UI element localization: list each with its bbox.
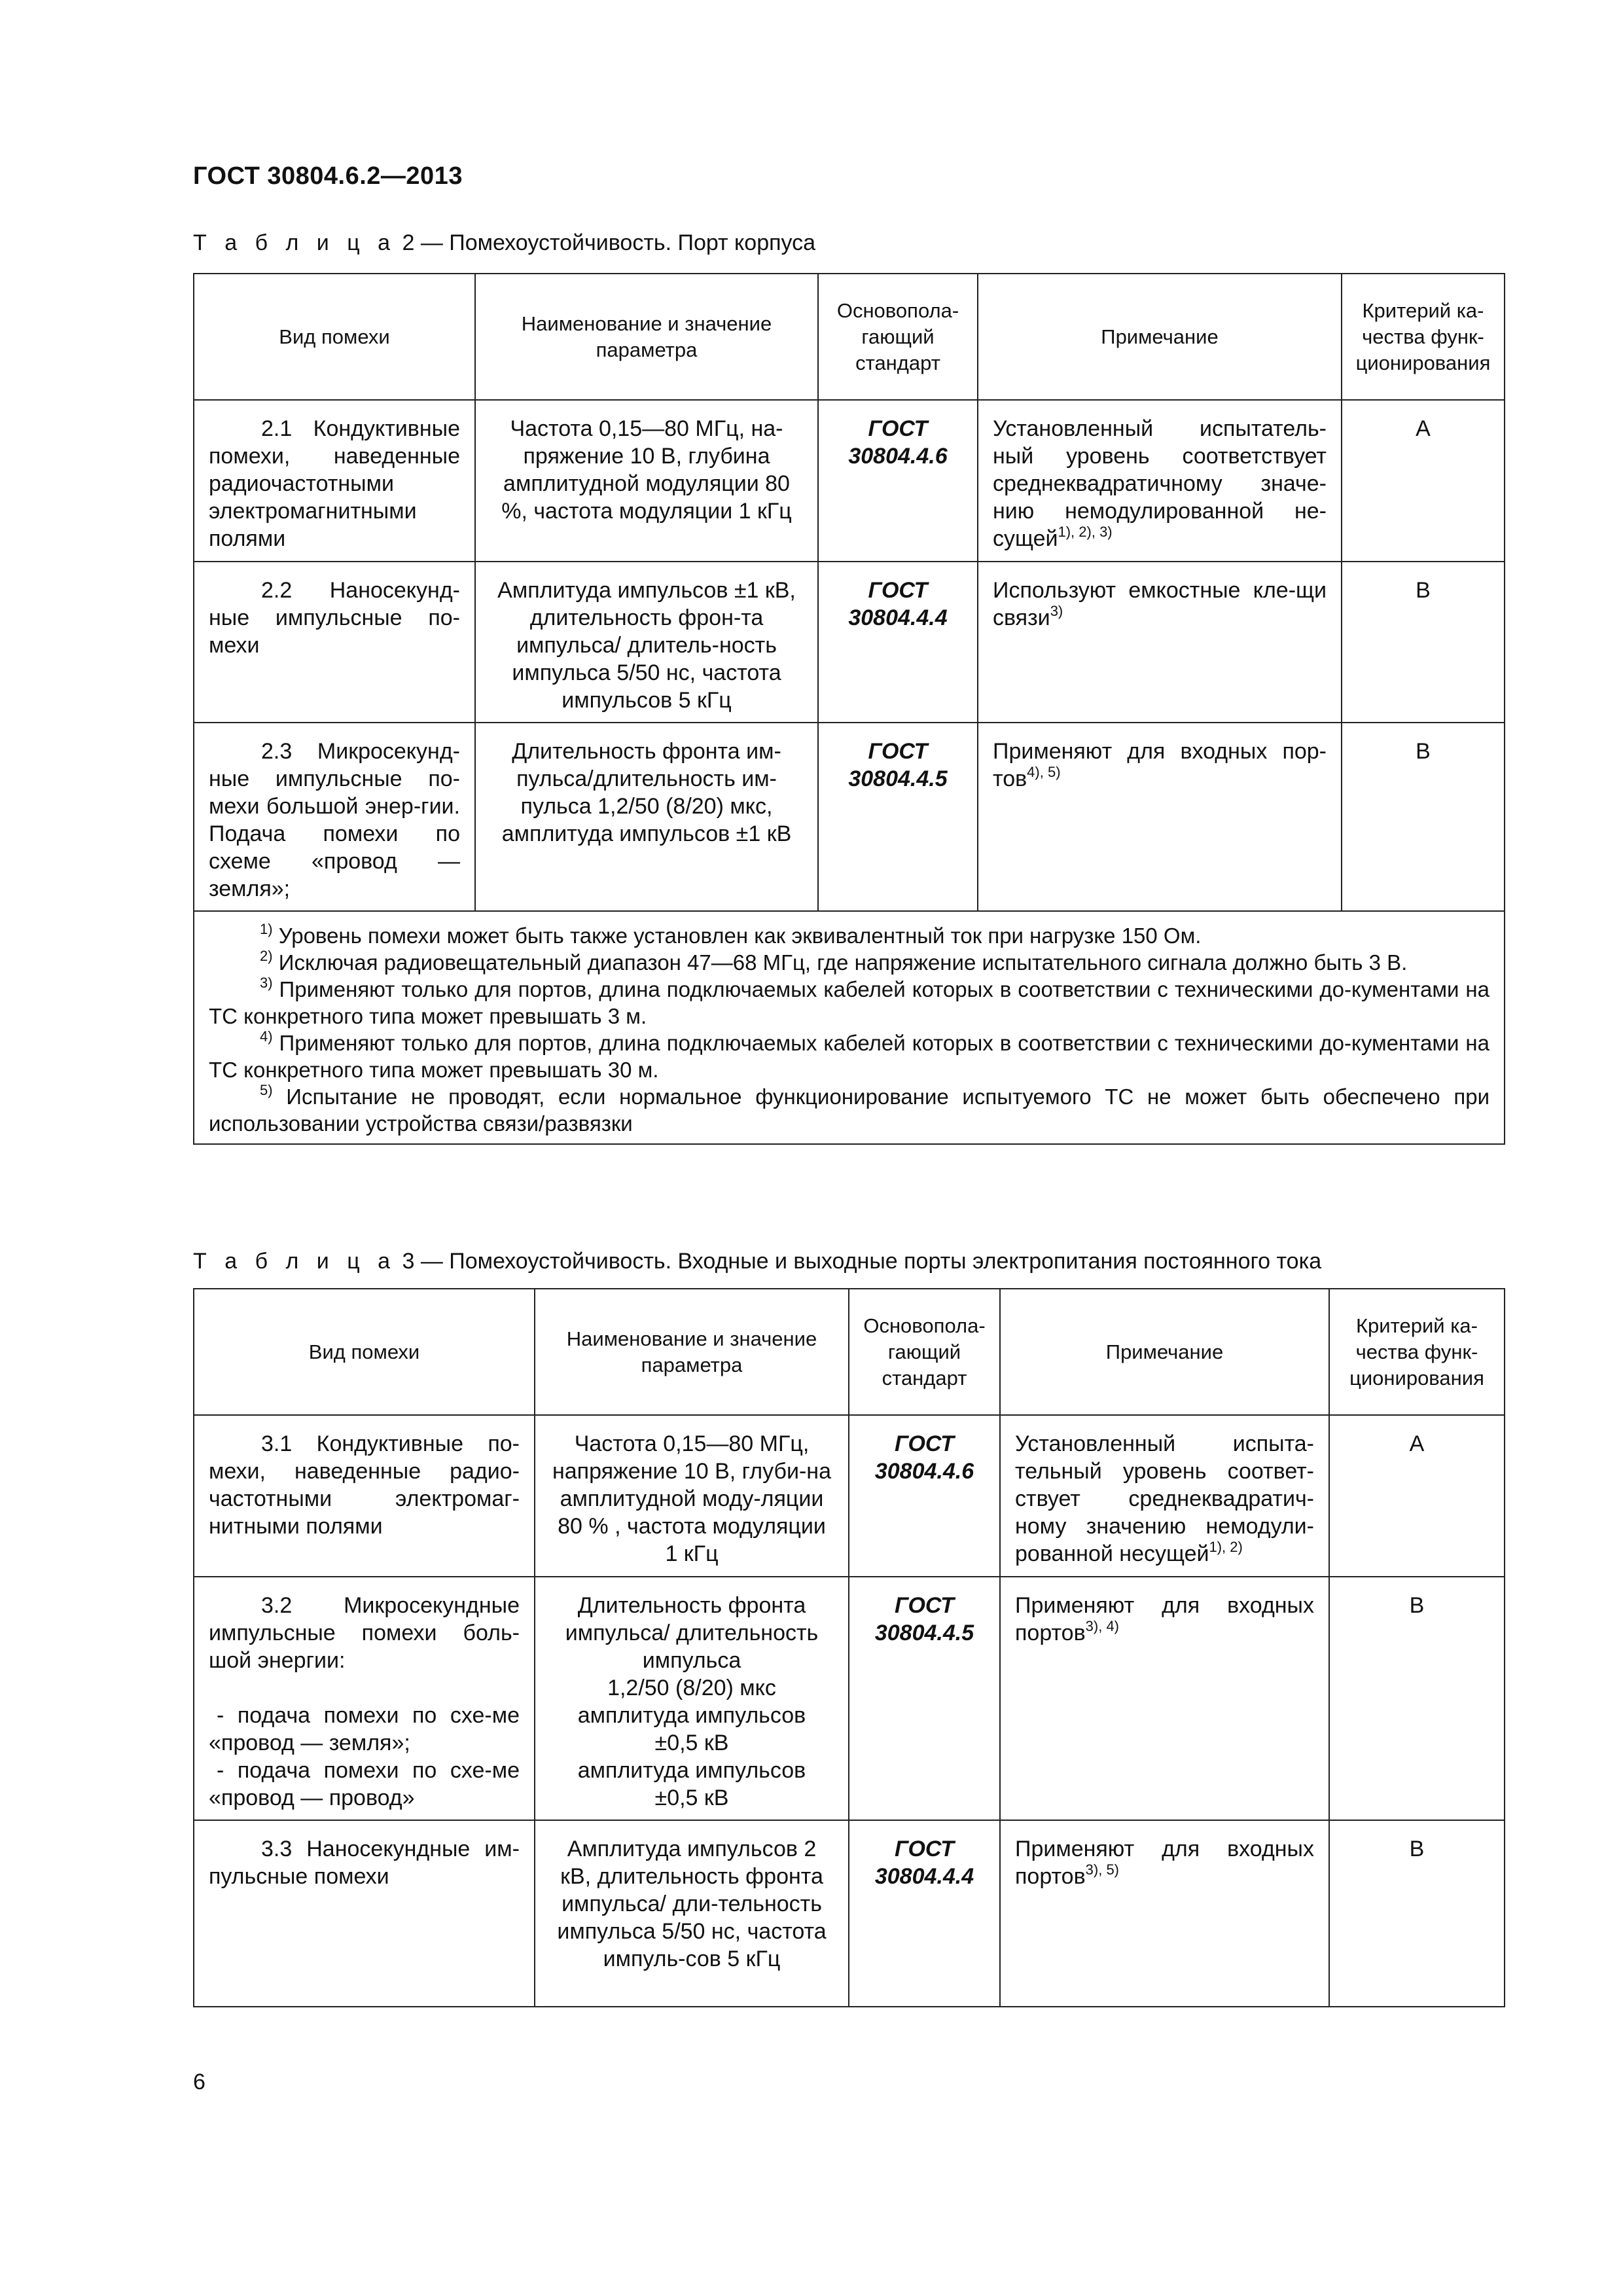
param-line: ±0,5 кВ [654, 1731, 729, 1755]
table3-row2-crit: B [1329, 1577, 1505, 1820]
table2-row2-param: Амплитуда импульсов ±1 кВ, длительность фрон-та импульса/ длитель-ность импульса 5/50 нс, частота импульсов 5 кГц [475, 562, 818, 723]
param-line: ±0,5 кВ [654, 1785, 729, 1810]
footnote-text: Применяют только для портов, длина подключаемых кабелей которых в соответствии с техническими до-кументами на ТС конкретного типа может превышать 30 м. [209, 1031, 1489, 1082]
footnote-mark: 3) [260, 975, 273, 991]
std-line-2: 30804.4.4 [848, 605, 948, 630]
std-line-1: ГОСТ [868, 416, 928, 441]
table3-header-row [194, 1289, 1505, 1415]
table3-caption [193, 1249, 1321, 1274]
table2-header-note: Примечание [978, 274, 1342, 400]
table-row [194, 1577, 1505, 1820]
table3-row2-param [535, 1577, 849, 1820]
footnote [209, 976, 1489, 1030]
spacer [209, 1674, 520, 1702]
table2-footnotes [194, 911, 1505, 1144]
std-line-1: ГОСТ [895, 1837, 954, 1861]
param-line: 1,2/50 (8/20) мкс [607, 1676, 776, 1700]
kind-text: 3.2 Микросекундные импульсные помехи боль-шой энергии: [209, 1593, 520, 1673]
footnote-mark: 2) [260, 948, 273, 964]
footnote-text: Уровень помехи может быть также установлен как эквивалентный ток при нагрузке 150 Ом. [278, 924, 1202, 948]
table2-caption [193, 230, 815, 256]
table2-header-crit: Критерий ка-чества функ-ционирования [1342, 274, 1505, 400]
table-row [194, 562, 1505, 723]
page-number: 6 [193, 2070, 205, 2094]
note-text: Установленный испыта-тельный уровень соответ-ствует среднеквадратич-ному значению немодули-рованной несущей [1015, 1431, 1314, 1566]
std-line-1: ГОСТ [895, 1593, 954, 1618]
table3-row3-kind: 3.3 Наносекундные им-пульсные помехи [194, 1820, 535, 2007]
std-line-2: 30804.4.6 [874, 1459, 974, 1484]
footnote-text: Испытание не проводят, если нормальное функционирование испытуемого ТС не может быть обеспечено при использовании устройства связи/развязки [209, 1085, 1490, 1136]
table2-row3-std [818, 723, 978, 911]
footnote-ref: 1), 2) [1209, 1539, 1243, 1555]
table2-header-std: Основопола-гающий стандарт [818, 274, 978, 400]
table2-row3-note [978, 723, 1342, 911]
table2-row3-kind: 2.3 Микросекунд-ные импульсные по-мехи большой энер-гии. Подача помехи по схеме «провод — земля»; [194, 723, 475, 911]
table2-header-param: Наименование и значение параметра [475, 274, 818, 400]
table-row [194, 1820, 1505, 2007]
note-text: Применяют для входных портов [1015, 1837, 1314, 1889]
table2-row3-crit: B [1342, 723, 1505, 911]
footnote-ref: 3), 5) [1085, 1861, 1120, 1878]
table-row [194, 723, 1505, 911]
table-row [194, 400, 1505, 562]
table2-row1-param: Частота 0,15—80 МГц, на-пряжение 10 В, глубина амплитудной модуляции 80 %, частота модуляции 1 кГц [475, 400, 818, 562]
param-line: импульса/ длительность [565, 1621, 819, 1645]
param-line: амплитуда импульсов [577, 1703, 806, 1728]
param-line: амплитуда импульсов [577, 1758, 806, 1783]
table2-header-row [194, 274, 1505, 400]
std-line-1: ГОСТ [868, 739, 928, 764]
table3-row3-note [1000, 1820, 1329, 2007]
footnote-mark: 4) [260, 1028, 273, 1045]
table3-row1-note [1000, 1415, 1329, 1577]
footnote-mark: 1) [260, 921, 273, 937]
table3-header-kind: Вид помехи [194, 1289, 535, 1415]
footnote-text: Применяют только для портов, длина подключаемых кабелей которых в соответствии с техническими до-кументами на ТС конкретного типа может превышать 3 м. [209, 977, 1489, 1028]
table3-header-crit: Критерий ка-чества функ-ционирования [1329, 1289, 1505, 1415]
table3-header-note: Примечание [1000, 1289, 1329, 1415]
table2-row1-note [978, 400, 1342, 562]
table2-header-kind: Вид помехи [194, 274, 475, 400]
table3-row3-crit: B [1329, 1820, 1505, 2007]
table3-row3-param: Амплитуда импульсов 2 кВ, длительность фронта импульса/ дли-тельность импульса 5/50 нс, частота импуль-сов 5 кГц [535, 1820, 849, 2007]
param-line: Длительность фронта [577, 1593, 806, 1618]
table3-row1-std [849, 1415, 1000, 1577]
footnote-ref: 3) [1050, 603, 1063, 619]
table-row [194, 1415, 1505, 1577]
footnote-text: Исключая радиовещательный диапазон 47—68 МГц, где напряжение испытательного сигнала должно быть 3 В. [278, 950, 1408, 975]
table2-row2-crit: B [1342, 562, 1505, 723]
table3-row1-crit: A [1329, 1415, 1505, 1577]
table2-row1-crit: A [1342, 400, 1505, 562]
footnote [209, 922, 1489, 949]
table3-row1-kind: 3.1 Кондуктивные по-мехи, наведенные радио-частотными электромаг-нитными полями [194, 1415, 535, 1577]
table3-header-param: Наименование и значение параметра [535, 1289, 849, 1415]
table2-row1-std [818, 400, 978, 562]
table3-row2-note [1000, 1577, 1329, 1820]
list-item: - подача помехи по схе-ме «провод — провод» [209, 1758, 520, 1810]
table2-row2-kind: 2.2 Наносекунд-ные импульсные по-мехи [194, 562, 475, 723]
std-line-2: 30804.4.4 [874, 1864, 974, 1889]
footnote-mark: 5) [260, 1082, 273, 1098]
table2-row2-note [978, 562, 1342, 723]
std-line-1: ГОСТ [895, 1431, 954, 1456]
table3-row3-std [849, 1820, 1000, 2007]
std-line-2: 30804.4.5 [874, 1621, 974, 1645]
list-item: - подача помехи по схе-ме «провод — земля»; [209, 1703, 520, 1755]
note-text: Используют емкостные кле-щи связи [993, 578, 1327, 630]
table3-row1-param: Частота 0,15—80 МГц, напряжение 10 В, глуби-на амплитудной моду-ляции 80 % , частота модуляции 1 кГц [535, 1415, 849, 1577]
note-text: Установленный испытатель-ный уровень соответствует среднеквадратичному значе-нию немодулированной не-сущей [993, 416, 1327, 551]
table3-caption-text: 3 — Помехоустойчивость. Входные и выходные порты электропитания постоянного тока [396, 1249, 1322, 1274]
footnote [209, 1083, 1489, 1137]
table3 [193, 1288, 1505, 2007]
std-line-1: ГОСТ [868, 578, 928, 603]
table3-caption-prefix: Т а б л и ц а [193, 1249, 397, 1274]
table3-row2-kind [194, 1577, 535, 1820]
note-text: Применяют для входных пор-тов [993, 739, 1327, 791]
footnote-ref: 3), 4) [1085, 1618, 1120, 1634]
table2-row2-std [818, 562, 978, 723]
table2-caption-text: 2 — Помехоустойчивость. Порт корпуса [396, 230, 816, 255]
table2-footnotes-row [194, 911, 1505, 1144]
footnote [209, 1030, 1489, 1083]
document-header: ГОСТ 30804.6.2—2013 [193, 162, 463, 190]
table2 [193, 273, 1505, 1145]
table2-row1-kind: 2.1 Кондуктивные помехи, наведенные радиочастотными электромагнитными полями [194, 400, 475, 562]
note-text: Применяют для входных портов [1015, 1593, 1314, 1645]
param-line: импульса [642, 1648, 741, 1673]
table3-row2-std [849, 1577, 1000, 1820]
footnote [209, 949, 1489, 976]
table2-row3-param: Длительность фронта им-пульса/длительность им-пульса 1,2/50 (8/20) мкс, амплитуда импульсов ±1 кВ [475, 723, 818, 911]
footnote-ref: 1), 2), 3) [1058, 524, 1113, 540]
footnote-ref: 4), 5) [1027, 764, 1061, 780]
std-line-2: 30804.4.5 [848, 766, 948, 791]
table2-caption-prefix: Т а б л и ц а [193, 230, 397, 255]
table3-header-std: Основопола-гающий стандарт [849, 1289, 1000, 1415]
std-line-2: 30804.4.6 [848, 444, 948, 469]
